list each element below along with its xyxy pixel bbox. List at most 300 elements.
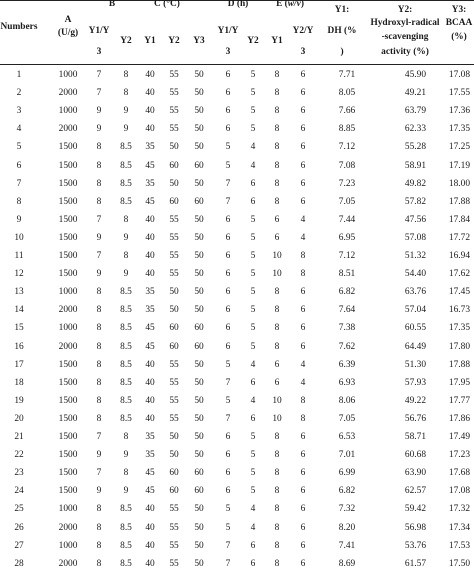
cell-y1-dh: 8.05: [338, 88, 356, 99]
cell-c-y3: 50: [194, 558, 204, 569]
cell-e-y1: 8: [274, 432, 280, 442]
cell-b-y2: 8: [123, 214, 129, 225]
cell-c-y2: 55: [169, 269, 179, 280]
cell-c-y2: 50: [169, 287, 179, 298]
cell-e-y2y3: 8: [300, 413, 306, 424]
cell-c-y1: 40: [145, 124, 155, 135]
cell-b-y1y3: 7: [96, 214, 102, 225]
cell-e-y2y3: 8: [300, 395, 306, 406]
header-y2-scavenging: -scavenging: [381, 32, 429, 42]
cell-number: 10: [14, 232, 24, 243]
cell-number: 25: [14, 504, 24, 515]
header-y3-bcaa: BCAA: [445, 18, 473, 28]
cell-e-y2y3: 4: [300, 359, 306, 370]
cell-b-y1y3: 9: [96, 450, 102, 461]
cell-d-y2: 4: [250, 395, 256, 406]
cell-a: 1500: [58, 486, 78, 497]
cell-c-y2: 50: [169, 450, 179, 461]
cell-e-y2y3: 6: [300, 196, 306, 207]
cell-number: 14: [14, 305, 24, 316]
cell-c-y3: 60: [194, 341, 204, 352]
cell-c-y3: 50: [194, 142, 204, 153]
cell-e-y1: 6: [274, 214, 280, 225]
cell-d-y1y3: 7: [225, 178, 231, 189]
cell-d-y1y3: 7: [225, 196, 231, 207]
cell-y1-dh: 8.69: [338, 558, 356, 569]
cell-c-y2: 55: [169, 214, 179, 225]
cell-a: 1500: [58, 377, 78, 388]
cell-a: 2000: [58, 341, 78, 352]
cell-c-y1: 40: [145, 395, 155, 406]
header-a: A: [64, 15, 72, 25]
cell-c-y1: 40: [145, 504, 155, 515]
cell-b-y1y3: 8: [96, 305, 102, 316]
cell-d-y2: 5: [250, 323, 256, 334]
cell-d-y2: 5: [250, 287, 256, 298]
cell-d-y2: 6: [250, 413, 256, 424]
cell-c-y2: 55: [169, 540, 179, 551]
cell-d-y2: 5: [250, 88, 256, 99]
cell-b-y1y3: 8: [96, 142, 102, 153]
cell-c-y2: 60: [169, 468, 179, 479]
cell-b-y1y3: 7: [96, 468, 102, 479]
header-y2-hydroxyl: Hydroxyl-radical: [370, 18, 440, 28]
cell-y1-dh: 6.82: [338, 486, 356, 497]
cell-e-y1: 10: [272, 269, 282, 280]
cell-y3-bcaa: 17.95: [448, 377, 470, 388]
cell-c-y3: 50: [194, 432, 204, 442]
cell-y2-activity: 51.32: [404, 251, 426, 261]
cell-y1-dh: 7.32: [338, 504, 356, 515]
cell-a: 1500: [58, 468, 78, 479]
cell-y1-dh: 7.05: [338, 196, 356, 207]
cell-b-y2: 8.5: [120, 540, 132, 551]
cell-c-y2: 50: [169, 142, 179, 153]
cell-y3-bcaa: 17.55: [448, 88, 470, 99]
cell-e-y1: 8: [274, 70, 280, 80]
cell-number: 16: [14, 341, 24, 352]
cell-y2-activity: 61.57: [404, 558, 426, 569]
header-a-unit: (U/g): [57, 28, 79, 38]
cell-number: 13: [14, 287, 24, 298]
cell-d-y2: 4: [250, 142, 256, 153]
cell-c-y2: 60: [169, 341, 179, 352]
cell-a: 1000: [58, 504, 78, 515]
cell-e-y1: 8: [274, 178, 280, 189]
cell-d-y1y3: 6: [225, 287, 231, 298]
cell-d-y1y3: 6: [225, 232, 231, 243]
cell-y1-dh: 6.39: [338, 359, 356, 370]
cell-d-y1y3: 6: [225, 323, 231, 334]
cell-c-y1: 40: [145, 413, 155, 424]
cell-e-y1: 8: [274, 305, 280, 316]
cell-c-y1: 40: [145, 88, 155, 99]
header-numbers: Numbers: [0, 22, 38, 32]
cell-b-y1y3: 9: [96, 124, 102, 135]
cell-number: 24: [14, 486, 24, 497]
cell-e-y1: 8: [274, 504, 280, 515]
cell-y3-bcaa: 17.68: [448, 468, 470, 479]
cell-number: 26: [14, 522, 24, 533]
cell-b-y1y3: 8: [96, 196, 102, 207]
cell-c-y1: 40: [145, 522, 155, 533]
cell-e-y1: 8: [274, 468, 280, 479]
cell-y3-bcaa: 16.94: [448, 251, 470, 261]
cell-e-y2y3: 8: [300, 251, 306, 261]
cell-b-y1y3: 8: [96, 287, 102, 298]
cell-e-y2y3: 6: [300, 341, 306, 352]
subheader-b-y1y3-cont: 3: [96, 47, 102, 57]
subheader-e-y2y3-cont: 3: [300, 47, 306, 57]
cell-y2-activity: 49.22: [404, 395, 426, 406]
cell-d-y1y3: 6: [225, 341, 231, 352]
cell-y2-activity: 63.76: [404, 287, 426, 298]
cell-number: 5: [16, 142, 22, 153]
cell-c-y1: 40: [145, 377, 155, 388]
cell-b-y1y3: 8: [96, 178, 102, 189]
cell-d-y1y3: 5: [225, 160, 231, 171]
cell-y1-dh: 8.06: [338, 395, 356, 406]
cell-a: 1500: [58, 413, 78, 424]
cell-e-y2y3: 6: [300, 88, 306, 99]
cell-number: 15: [14, 323, 24, 334]
cell-c-y3: 50: [194, 70, 204, 80]
cell-number: 20: [14, 413, 24, 424]
cell-d-y2: 5: [250, 432, 256, 442]
subheader-d-y1y3: Y1/Y: [217, 26, 239, 36]
cell-y3-bcaa: 17.32: [448, 504, 470, 515]
cell-b-y2: 8.5: [120, 160, 132, 171]
cell-a: 1500: [58, 178, 78, 189]
cell-e-y2y3: 6: [300, 287, 306, 298]
cell-d-y2: 6: [250, 377, 256, 388]
cell-y1-dh: 6.53: [338, 432, 356, 442]
cell-d-y2: 4: [250, 522, 256, 533]
cell-b-y1y3: 8: [96, 395, 102, 406]
cell-b-y2: 8: [123, 468, 129, 479]
cell-y3-bcaa: 17.88: [448, 196, 470, 207]
cell-b-y2: 8.5: [120, 558, 132, 569]
cell-e-y1: 8: [274, 124, 280, 135]
cell-c-y2: 55: [169, 251, 179, 261]
cell-c-y3: 50: [194, 269, 204, 280]
cell-y1-dh: 7.62: [338, 341, 356, 352]
cell-c-y3: 50: [194, 540, 204, 551]
cell-number: 28: [14, 558, 24, 569]
cell-y3-bcaa: 18.00: [448, 178, 470, 189]
cell-b-y1y3: 8: [96, 341, 102, 352]
cell-b-y2: 9: [123, 232, 129, 243]
cell-y2-activity: 51.30: [404, 359, 426, 370]
cell-d-y1y3: 6: [225, 70, 231, 80]
cell-a: 1000: [58, 540, 78, 551]
cell-c-y3: 60: [194, 160, 204, 171]
subheader-e-y1: Y1: [271, 36, 283, 46]
cell-e-y2y3: 6: [300, 540, 306, 551]
cell-d-y2: 5: [250, 106, 256, 117]
cell-b-y1y3: 9: [96, 232, 102, 243]
header-y1-paren: ): [340, 47, 344, 57]
cell-c-y1: 35: [145, 450, 155, 461]
cell-c-y2: 60: [169, 486, 179, 497]
cell-y2-activity: 47.56: [404, 214, 426, 225]
cell-d-y2: 5: [250, 305, 256, 316]
header-e: E (w/v): [276, 0, 304, 9]
cell-e-y2y3: 6: [300, 450, 306, 461]
cell-number: 27: [14, 540, 24, 551]
cell-y1-dh: 7.66: [338, 106, 356, 117]
cell-e-y1: 8: [274, 160, 280, 171]
cell-b-y2: 9: [123, 486, 129, 497]
cell-a: 2000: [58, 558, 78, 569]
cell-c-y3: 50: [194, 450, 204, 461]
cell-c-y1: 35: [145, 432, 155, 442]
cell-c-y1: 40: [145, 232, 155, 243]
table-header-rule: [0, 64, 474, 65]
cell-d-y1y3: 6: [225, 450, 231, 461]
cell-c-y2: 55: [169, 504, 179, 515]
cell-c-y3: 60: [194, 196, 204, 207]
cell-c-y1: 40: [145, 106, 155, 117]
cell-d-y1y3: 5: [225, 142, 231, 153]
cell-y1-dh: 6.93: [338, 377, 356, 388]
cell-d-y2: 5: [250, 251, 256, 261]
cell-c-y2: 50: [169, 432, 179, 442]
cell-b-y2: 8.5: [120, 178, 132, 189]
cell-y1-dh: 7.64: [338, 305, 356, 316]
cell-e-y2y3: 6: [300, 486, 306, 497]
cell-e-y2y3: 6: [300, 432, 306, 442]
cell-c-y1: 40: [145, 558, 155, 569]
cell-d-y2: 4: [250, 504, 256, 515]
cell-e-y2y3: 6: [300, 323, 306, 334]
cell-y3-bcaa: 17.80: [448, 341, 470, 352]
cell-c-y2: 55: [169, 88, 179, 99]
cell-d-y2: 5: [250, 341, 256, 352]
cell-y3-bcaa: 17.72: [448, 232, 470, 243]
cell-e-y1: 8: [274, 522, 280, 533]
subheader-c-y3: Y3: [193, 36, 205, 46]
cell-y3-bcaa: 17.49: [448, 432, 470, 442]
header-y3-unit: (%): [451, 32, 467, 42]
cell-b-y2: 8.5: [120, 359, 132, 370]
cell-e-y2y3: 6: [300, 504, 306, 515]
cell-c-y1: 35: [145, 142, 155, 153]
cell-a: 1500: [58, 196, 78, 207]
cell-y1-dh: 7.44: [338, 214, 356, 225]
header-c: C (°C): [154, 0, 180, 9]
cell-c-y1: 45: [145, 341, 155, 352]
cell-d-y1y3: 5: [225, 359, 231, 370]
cell-d-y2: 5: [250, 70, 256, 80]
cell-a: 2000: [58, 88, 78, 99]
cell-c-y2: 55: [169, 522, 179, 533]
cell-c-y1: 40: [145, 359, 155, 370]
cell-b-y1y3: 9: [96, 269, 102, 280]
cell-y2-activity: 58.91: [404, 160, 426, 171]
cell-y3-bcaa: 17.45: [448, 287, 470, 298]
cell-y3-bcaa: 17.08: [448, 70, 470, 80]
subheader-c-y1: Y1: [144, 36, 156, 46]
cell-y2-activity: 58.71: [404, 432, 426, 442]
cell-b-y2: 8.5: [120, 341, 132, 352]
cell-d-y1y3: 7: [225, 413, 231, 424]
cell-d-y2: 6: [250, 558, 256, 569]
cell-number: 2: [16, 88, 22, 99]
cell-y3-bcaa: 17.35: [448, 323, 470, 334]
cell-b-y2: 9: [123, 124, 129, 135]
cell-d-y1y3: 6: [225, 486, 231, 497]
cell-number: 18: [14, 377, 24, 388]
cell-c-y3: 50: [194, 88, 204, 99]
cell-y2-activity: 57.08: [404, 232, 426, 243]
cell-y1-dh: 7.41: [338, 540, 356, 551]
cell-y2-activity: 63.90: [404, 468, 426, 479]
header-b: B: [108, 0, 116, 9]
cell-d-y2: 4: [250, 359, 256, 370]
cell-c-y3: 60: [194, 468, 204, 479]
cell-b-y2: 8.5: [120, 504, 132, 515]
cell-c-y1: 40: [145, 540, 155, 551]
cell-c-y2: 50: [169, 178, 179, 189]
cell-number: 22: [14, 450, 24, 461]
cell-b-y1y3: 8: [96, 359, 102, 370]
cell-c-y3: 50: [194, 377, 204, 388]
cell-d-y1y3: 6: [225, 269, 231, 280]
cell-number: 17: [14, 359, 24, 370]
subheader-d-y1y3-cont: 3: [225, 47, 231, 57]
cell-c-y2: 55: [169, 124, 179, 135]
cell-number: 3: [16, 106, 22, 117]
cell-y3-bcaa: 17.53: [448, 540, 470, 551]
cell-y2-activity: 45.90: [404, 70, 426, 80]
cell-y3-bcaa: 17.34: [448, 522, 470, 533]
cell-b-y2: 9: [123, 269, 129, 280]
cell-c-y3: 50: [194, 305, 204, 316]
cell-b-y1y3: 7: [96, 88, 102, 99]
cell-d-y1y3: 6: [225, 432, 231, 442]
cell-c-y1: 35: [145, 287, 155, 298]
cell-a: 1500: [58, 214, 78, 225]
cell-y2-activity: 56.98: [404, 522, 426, 533]
cell-a: 2000: [58, 305, 78, 316]
cell-y1-dh: 7.08: [338, 160, 356, 171]
cell-d-y2: 5: [250, 486, 256, 497]
cell-e-y2y3: 6: [300, 558, 306, 569]
cell-b-y2: 8: [123, 70, 129, 80]
cell-a: 1500: [58, 160, 78, 171]
cell-b-y1y3: 8: [96, 558, 102, 569]
cell-c-y2: 55: [169, 70, 179, 80]
cell-y1-dh: 7.23: [338, 178, 356, 189]
cell-y3-bcaa: 17.50: [448, 558, 470, 569]
cell-c-y1: 35: [145, 178, 155, 189]
cell-d-y1y3: 5: [225, 395, 231, 406]
cell-b-y2: 8.5: [120, 522, 132, 533]
cell-c-y2: 55: [169, 395, 179, 406]
cell-number: 6: [16, 160, 22, 171]
cell-a: 2000: [58, 124, 78, 135]
cell-b-y1y3: 8: [96, 323, 102, 334]
cell-y3-bcaa: 17.25: [448, 142, 470, 153]
cell-y3-bcaa: 16.73: [448, 305, 470, 316]
cell-y3-bcaa: 17.23: [448, 450, 470, 461]
cell-d-y1y3: 5: [225, 504, 231, 515]
cell-c-y3: 50: [194, 251, 204, 261]
cell-y2-activity: 57.82: [404, 196, 426, 207]
cell-e-y1: 6: [274, 232, 280, 243]
cell-e-y1: 8: [274, 341, 280, 352]
cell-number: 11: [14, 251, 24, 261]
cell-e-y2y3: 4: [300, 377, 306, 388]
cell-y3-bcaa: 17.19: [448, 160, 470, 171]
cell-y2-activity: 59.42: [404, 504, 426, 515]
header-y3: Y3:: [451, 5, 467, 15]
cell-d-y1y3: 6: [225, 305, 231, 316]
cell-number: 1: [16, 70, 22, 80]
cell-c-y1: 45: [145, 196, 155, 207]
cell-b-y2: 9: [123, 106, 129, 117]
cell-y3-bcaa: 17.86: [448, 413, 470, 424]
cell-y1-dh: 8.85: [338, 124, 356, 135]
cell-d-y2: 4: [250, 160, 256, 171]
cell-y1-dh: 7.71: [338, 70, 356, 80]
cell-b-y2: 8.5: [120, 287, 132, 298]
cell-c-y2: 55: [169, 558, 179, 569]
cell-d-y1y3: 6: [225, 214, 231, 225]
cell-e-y1: 6: [274, 359, 280, 370]
cell-b-y1y3: 8: [96, 540, 102, 551]
cell-y1-dh: 7.38: [338, 323, 356, 334]
cell-e-y2y3: 6: [300, 106, 306, 117]
cell-a: 1500: [58, 432, 78, 442]
header-d: D (h): [227, 0, 249, 9]
cell-d-y2: 6: [250, 540, 256, 551]
cell-e-y2y3: 6: [300, 522, 306, 533]
cell-c-y3: 50: [194, 413, 204, 424]
cell-c-y3: 50: [194, 178, 204, 189]
header-y1-dh: DH (%: [327, 26, 357, 36]
header-y2-activity: activity (%): [381, 47, 429, 57]
cell-e-y1: 8: [274, 323, 280, 334]
cell-b-y2: 8.5: [120, 196, 132, 207]
cell-a: 2000: [58, 522, 78, 533]
cell-b-y2: 9: [123, 450, 129, 461]
cell-a: 1500: [58, 450, 78, 461]
cell-y2-activity: 63.79: [404, 106, 426, 117]
cell-c-y3: 50: [194, 395, 204, 406]
cell-d-y1y3: 7: [225, 540, 231, 551]
cell-y2-activity: 53.76: [404, 540, 426, 551]
cell-e-y2y3: 6: [300, 468, 306, 479]
cell-e-y2y3: 4: [300, 232, 306, 243]
cell-y1-dh: 6.99: [338, 468, 356, 479]
cell-number: 8: [16, 196, 22, 207]
cell-c-y3: 60: [194, 486, 204, 497]
cell-e-y1: 10: [272, 251, 282, 261]
cell-c-y1: 45: [145, 468, 155, 479]
cell-a: 1000: [58, 287, 78, 298]
cell-e-y1: 8: [274, 450, 280, 461]
cell-b-y1y3: 8: [96, 377, 102, 388]
cell-y3-bcaa: 17.36: [448, 106, 470, 117]
cell-number: 7: [16, 178, 22, 189]
cell-d-y1y3: 6: [225, 251, 231, 261]
cell-y2-activity: 62.57: [404, 486, 426, 497]
cell-c-y3: 50: [194, 124, 204, 135]
cell-number: 21: [14, 432, 24, 442]
cell-e-y1: 8: [274, 88, 280, 99]
